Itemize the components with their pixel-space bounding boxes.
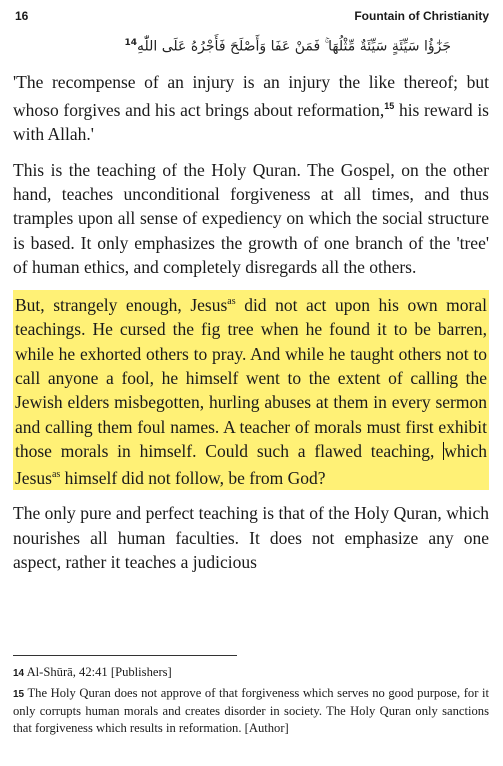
footnotes — [13, 664, 489, 738]
book-title: Fountain of Christianity — [354, 9, 489, 23]
footnote-ref-15[interactable]: 15 — [384, 101, 395, 112]
footnote-divider — [13, 655, 237, 656]
page-body — [13, 70, 489, 585]
honorific-as-2: as — [51, 469, 61, 481]
footnote-text: Al-Shūrā, 42:41 [Publishers] — [24, 665, 172, 679]
paragraph-translation[interactable] — [13, 70, 489, 147]
arabic-verse-text: جَزٰٓؤُا سَيِّئَةٍ سَيِّئَةٌ مِّثْلُهَا ۚ فَمَنْ عَفَا وَأَصْلَحَ فَأَجْرُهُ عَلَى اللّٰهِ — [136, 38, 451, 55]
highlight-text-2: did not act upon his own moral teachings. He cursed the fig tree when he found it to be barren, while he exhorted others to pray. And while he taught others not to call anyone a fool, he himself went to the extent of calling the Jewish elders misbegotten, hurling abuses at them in every sermon and calling them foul names. A teacher of morals must first exhibit those morals in himself. Could such a flawed teaching, — [15, 295, 487, 461]
footnote-number: 14 — [13, 668, 25, 679]
highlighted-paragraph[interactable] — [13, 290, 489, 490]
footnote-text: The Holy Quran does not approve of that forgiveness which serves no good purpose, for it only corrupts human morals and creates disorder in society. The Holy Quran only sanctions that forgiveness which results in reformation. [Author] — [13, 685, 489, 735]
translation-text: 'The recompense of an injury is an injury the like thereof; but whoso forgives and his act brings about reformation, — [13, 72, 489, 121]
highlight-text-4: himself did not follow, be from God? — [60, 467, 326, 488]
honorific-as: as — [227, 296, 236, 308]
footnote-number: 15 — [13, 688, 25, 700]
footnote-14[interactable] — [13, 664, 489, 683]
arabic-footnote-ref[interactable]: 14 — [124, 38, 137, 48]
translation-text-after: his reward is with Allah.' — [13, 100, 489, 145]
footnote-15[interactable] — [13, 685, 489, 737]
page-header — [13, 6, 489, 24]
highlight-text-3: which Jesus — [15, 440, 487, 488]
paragraph-gospel[interactable]: This is the teaching of the Holy Quran. The Gospel, on the other hand, teaches unconditional forgiveness at all times, and thus tramples upon all sense of expediency on which the social structure is based. It only emphasizes the growth of one branch of the 'tree' of human ethics, and completely disregards all the others. — [13, 159, 489, 277]
page-number: 16 — [15, 9, 29, 23]
highlight-text-1: But, strangely enough, Jesus — [15, 295, 228, 316]
arabic-verse — [124, 38, 451, 55]
paragraph-quran-teaching[interactable]: The only pure and perfect teaching is that of the Holy Quran, which nourishes all human faculties. It does not emphasize any one aspect, rather it teaches a judicious — [13, 503, 489, 572]
